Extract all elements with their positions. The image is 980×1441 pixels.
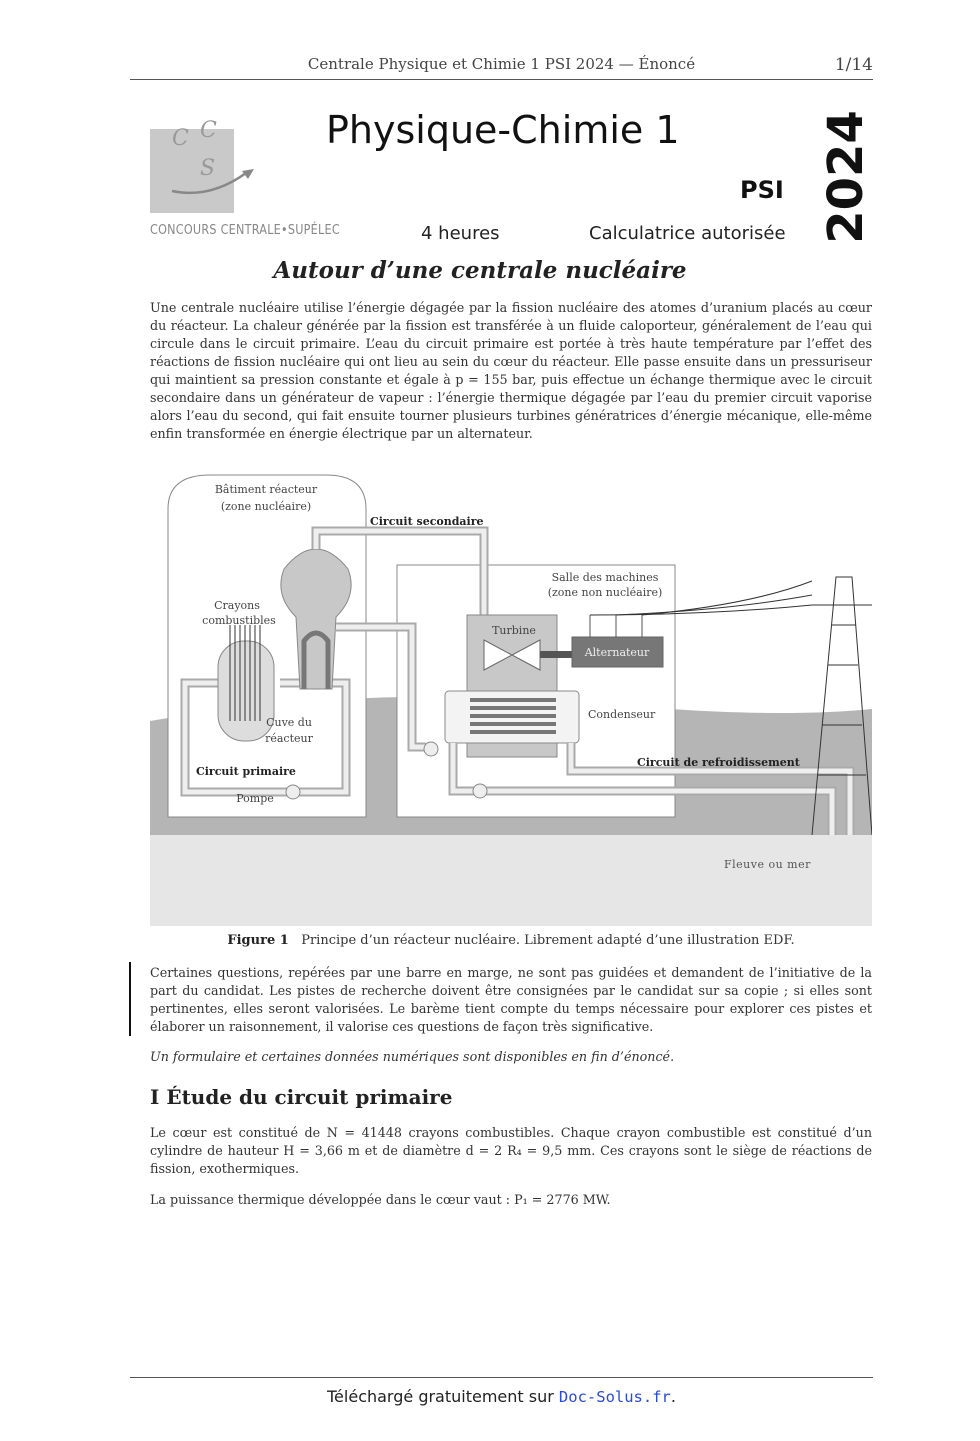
- reactor-figure: [150, 465, 872, 926]
- rods-label-1: Crayons: [214, 599, 260, 612]
- section-paragraph-2: La puissance thermique développée dans le cœur vaut : P₁ = 2776 MW.: [150, 1192, 611, 1207]
- river-label: Fleuve ou mer: [724, 858, 811, 871]
- footer-end: .: [670, 1387, 676, 1406]
- turbine-label: Turbine: [492, 624, 536, 637]
- vessel-label-1: Cuve du: [266, 716, 312, 729]
- cooling-circuit-label: Circuit de refroidissement: [637, 756, 800, 769]
- figure-caption: [150, 933, 872, 948]
- exam-year-text: 2024: [818, 110, 874, 244]
- margin-note-paragraph: Certaines questions, repérées par une barre en marge, ne sont pas guidées et demandent de l’initiative de la part du candidat. Les pistes de recherche doivent être consignées par le candidat sur sa copie ; si elles sont pertinentes, elles seront valorisées. Le barème tient compte du temps nécessaire pour explorer ces pistes et élaborer un raisonnement, il valorise ces questions de façon très significative.: [150, 965, 872, 1034]
- alternator-label: Alternateur: [584, 646, 650, 659]
- exam-subject: Physique-Chimie 1: [326, 108, 680, 152]
- footer: [130, 1387, 873, 1406]
- condenser-label: Condenseur: [588, 708, 656, 721]
- rods-label-2: combustibles: [202, 614, 276, 627]
- pump-label: Pompe: [236, 792, 274, 805]
- margin-bar: [129, 962, 131, 1036]
- section-paragraph-1: Le cœur est constitué de N = 41448 crayons combustibles. Chaque crayon combustible est constitué d’un cylindre de hauteur H = 3,66 m et de diamètre d = 2 R₄ = 9,5 mm. Ces crayons sont le siège de réactions de fission, exothermiques.: [150, 1125, 872, 1176]
- page-number: 1/14: [834, 55, 873, 75]
- footer-rule: [130, 1377, 873, 1378]
- svg-text:S: S: [200, 156, 216, 181]
- section-title: I Étude du circuit primaire: [150, 1085, 453, 1109]
- exam-filiere: PSI: [740, 176, 784, 204]
- vessel-label-2: réacteur: [265, 732, 313, 745]
- primary-circuit-label: Circuit primaire: [196, 765, 296, 778]
- footer-link[interactable]: Doc-Solus.fr: [558, 1388, 671, 1406]
- calculator-note: Calculatrice autorisée: [589, 223, 786, 244]
- ccs-logo-text: CONCOURS CENTRALE•SUPÉLEC: [150, 222, 340, 238]
- svg-text:C: C: [172, 126, 189, 151]
- running-header: [130, 55, 873, 80]
- building-label-1: Bâtiment réacteur: [214, 483, 318, 496]
- document-title: Autour d’une centrale nucléaire: [273, 257, 687, 284]
- figure-caption-text: Principe d’un réacteur nucléaire. Librement adapté d’une illustration EDF.: [301, 933, 795, 948]
- building-label-2: (zone nucléaire): [220, 500, 312, 513]
- intro-paragraph: Une centrale nucléaire utilise l’énergie dégagée par la fission nucléaire des atomes d’uranium placés au cœur du réacteur. La chaleur générée par la fission est transférée à un fluide caloporteur, généralement de l’eau qui circule dans le circuit primaire. L’eau du circuit primaire est portée à très haute température par l’effet des réactions de fission nucléaire qui ont lieu au sein du cœur du réacteur. Elle passe ensuite dans un pressuriseur qui maintient sa pression constante et égale à p = 155 bar, puis effectue un échange thermique avec le circuit secondaire dans un générateur de vapeur : l’énergie thermique dégagée par l’eau du premier circuit vaporise alors l’eau du second, qui fait ensuite tourner plusieurs turbines génératrices d’énergie mécanique, elle-même enfin transformée en énergie électrique par un alternateur.: [150, 300, 872, 441]
- machines-label-2: (zone non nucléaire): [547, 586, 663, 599]
- formula-note: Un formulaire et certaines données numériques sont disponibles en fin d’énoncé.: [150, 1049, 675, 1064]
- exam-year: [818, 110, 874, 244]
- secondary-circuit-label: Circuit secondaire: [370, 515, 484, 528]
- running-header-title: Centrale Physique et Chimie 1 PSI 2024 — Énoncé: [307, 55, 696, 73]
- figure-caption-label: Figure 1: [227, 933, 289, 948]
- footer-text: Téléchargé gratuitement sur: [327, 1387, 554, 1406]
- machines-label-1: Salle des machines: [551, 571, 659, 584]
- svg-text:C: C: [200, 118, 217, 143]
- exam-duration: 4 heures: [421, 223, 500, 244]
